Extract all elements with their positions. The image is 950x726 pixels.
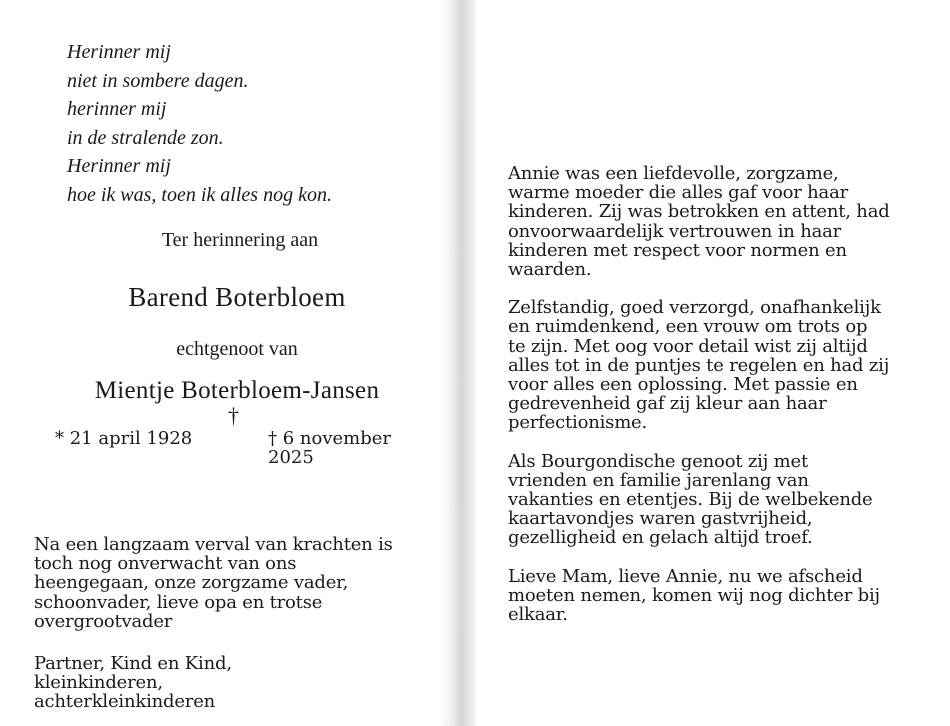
right-paragraph-3: Als Bourgondische genoot zij met vrienden en familie jarenlang van vakanties en etentjes. Bij de welbekende kaartavondjes waren gastvrijheid, gezelligheid en gelach altijd troef.	[508, 450, 873, 549]
death-date: † 6 november 2025	[268, 428, 391, 468]
right-text-block	[508, 164, 948, 643]
right-paragraph-4: Lieve Mam, lieve Annie, nu we afscheid moeten nemen, komen wij nog dichter bij elkaar.	[508, 565, 880, 626]
deceased-name: Barend Boterbloem	[128, 282, 346, 312]
intro-text: Ter herinnering aan	[161, 229, 319, 251]
right-page	[476, 0, 950, 726]
spouse-name: Mientje Boterbloem-Jansen	[94, 377, 380, 404]
right-paragraph-2: Zelfstandig, goed verzorgd, onafhankelijk en ruimdenkend, een vrouw om trots op te zijn. Met oog voor detail wist zij altijd alles tot in de puntjes te regelen en had zij voor alles een oplossing. Met passie en gedrevenheid gaf zij kleur aan haar perfectionisme.	[508, 297, 890, 434]
left-paragraph-1: Na een langzaam verval van krachten is toch nog onverwacht van ons heengegaan, onze zorgzame vader, schoonvader, lieve opa en trotse overgrootvader	[34, 534, 393, 632]
left-paragraph-2: Partner, Kind en Kind, kleinkinderen, achterkleinkinderen	[34, 653, 232, 713]
birth-date: * 21 april 1928	[55, 428, 193, 449]
poem-line: niet in sombere dagen.	[67, 69, 249, 92]
poem-line: Herinner mij	[67, 41, 171, 63]
poem-line: in de stralende zon.	[67, 126, 224, 149]
relation-text: echtgenoot van	[176, 338, 298, 360]
poem	[67, 38, 332, 209]
right-paragraph-1: Annie was een liefdevolle, zorgzame, warme moeder die alles gaf voor haar kinderen. Zij was betrokken en attent, had onvoorwaardelijk vertrouwen in haar kinderen met respect voor normen en waarden.	[508, 163, 890, 281]
poem-line: herinner mij	[67, 98, 167, 120]
poem-line: Herinner mij	[67, 155, 171, 177]
cross-symbol: †	[228, 403, 239, 428]
poem-line: hoe ik was, toen ik alles nog kon.	[67, 183, 332, 206]
left-page	[0, 0, 452, 726]
